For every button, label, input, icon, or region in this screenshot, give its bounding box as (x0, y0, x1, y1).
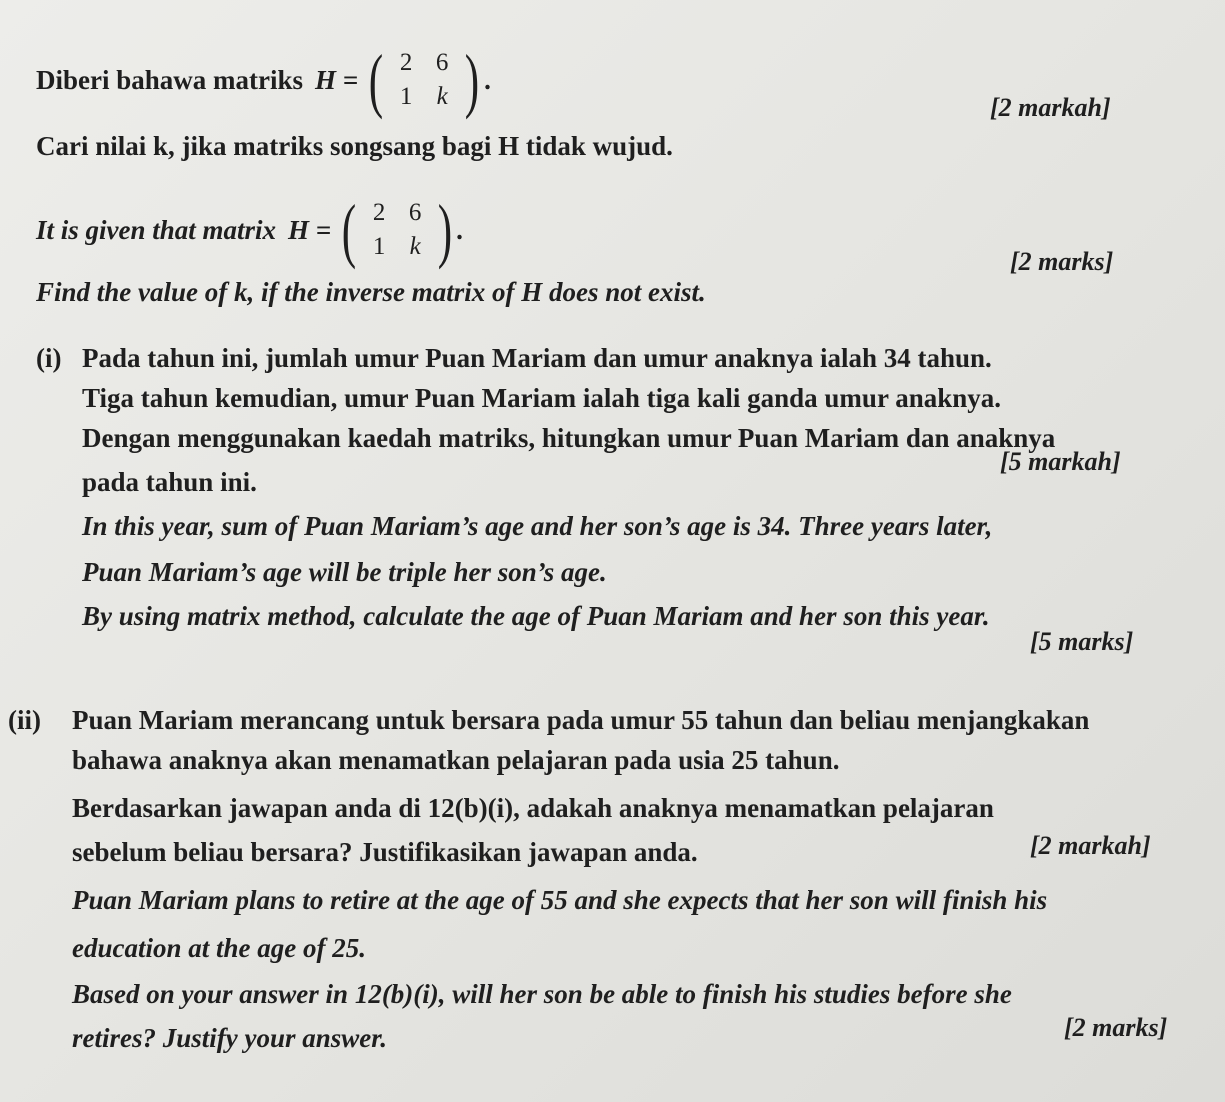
q-a-malay-marks: [2 markah] (990, 93, 1111, 122)
matrix-cell: 1 (372, 233, 386, 260)
q-b2-english-marks: [2 marks] (1064, 1013, 1168, 1042)
q-b2-malay-line-2: bahawa anaknya akan menamatkan pelajaran pada usia 25 tahun. (72, 745, 840, 775)
q-b1-english-line-3: By using matrix method, calculate the age of Puan Mariam and her son this year. (82, 601, 990, 631)
matrix-period: . (457, 215, 464, 245)
right-paren: ) (437, 190, 453, 270)
q-a-malay-intro: Diberi bahawa matriks (36, 65, 304, 95)
q-a-malay-intro-line (36, 40, 491, 120)
q-b1-malay-line-2: Tiga tahun kemudian, umur Puan Mariam ialah tiga kali ganda umur anaknya. (82, 383, 1001, 413)
q-b1-label: (i) (36, 343, 62, 373)
q-a-english-intro-line (36, 190, 464, 270)
matrix-h-english (337, 190, 457, 270)
left-paren: ( (341, 190, 357, 270)
matrix-cell: k (436, 83, 448, 110)
q-a-english-marks: [2 marks] (1010, 247, 1114, 276)
left-paren: ( (368, 40, 384, 120)
q-b2-malay-line-4: sebelum beliau bersara? Justifikasikan jawapan anda. (72, 837, 698, 867)
q-a-english-intro: It is given that matrix (36, 215, 277, 245)
q-b2-malay-line-1: Puan Mariam merancang untuk bersara pada umur 55 tahun dan beliau menjangkakan (72, 705, 1090, 735)
q-a-malay-task: Cari nilai k, jika matriks songsang bagi H tidak wujud. (36, 131, 673, 161)
q-b2-english-line-4: retires? Justify your answer. (72, 1023, 388, 1053)
q-b1-english-marks: [5 marks] (1030, 627, 1134, 656)
matrix-name: H = (315, 65, 359, 95)
q-b2-english-line-2: education at the age of 25. (72, 933, 366, 963)
matrix-cell: 1 (399, 83, 413, 110)
q-b2-english-line-1: Puan Mariam plans to retire at the age of 55 and she expects that her son will finish his (72, 885, 1048, 915)
q-b2-malay-marks: [2 markah] (1030, 831, 1151, 860)
matrix-period: . (484, 65, 491, 95)
q-b2-english-line-3: Based on your answer in 12(b)(i), will her son be able to finish his studies before she (72, 979, 1012, 1009)
right-paren: ) (464, 40, 480, 120)
q-b1-english-line-1: In this year, sum of Puan Mariam’s age and her son’s age is 34. Three years later, (82, 511, 993, 541)
matrix-h-malay (364, 40, 484, 120)
q-b1-malay-line-4: pada tahun ini. (82, 467, 257, 497)
matrix-cell: 6 (435, 49, 449, 76)
q-a-english-task: Find the value of k, if the inverse matrix of H does not exist. (36, 277, 706, 307)
matrix-name: H = (288, 215, 332, 245)
q-b1-malay-line-3: Dengan menggunakan kaedah matriks, hitungkan umur Puan Mariam dan anaknya (82, 423, 1056, 453)
matrix-cell: k (409, 233, 421, 260)
q-b1-english-line-2: Puan Mariam’s age will be triple her son’s age. (82, 557, 607, 587)
matrix-cell: 2 (399, 49, 413, 76)
q-b2-malay-line-3: Berdasarkan jawapan anda di 12(b)(i), adakah anaknya menamatkan pelajaran (72, 793, 994, 823)
q-b1-malay-marks: [5 markah] (1000, 447, 1121, 476)
q-b1-malay-line-1: Pada tahun ini, jumlah umur Puan Mariam dan umur anaknya ialah 34 tahun. (82, 343, 992, 373)
matrix-cell: 6 (408, 199, 422, 226)
q-b2-label: (ii) (8, 705, 41, 735)
matrix-cell: 2 (372, 199, 386, 226)
